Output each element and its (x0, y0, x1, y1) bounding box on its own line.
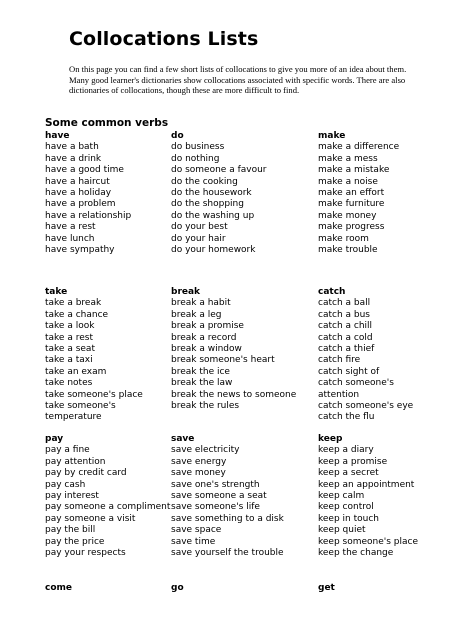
collocation-item: do your hair (171, 233, 226, 244)
collocation-item: do the cooking (171, 176, 238, 187)
collocation-item: make a mess (318, 153, 378, 164)
collocation-item: catch the flu (318, 412, 375, 423)
verb-heading: have (45, 131, 70, 141)
collocation-item: pay the bill (45, 525, 96, 536)
collocation-item: pay a fine (45, 445, 90, 456)
verb-heading: do (171, 131, 184, 141)
verb-group-pay (45, 434, 190, 559)
collocation-item: do nothing (171, 153, 220, 164)
collocation-item: take someone's (45, 401, 116, 412)
collocation-item: break a window (171, 344, 242, 355)
collocation-item: keep calm (318, 491, 365, 502)
collocation-item: have a rest (45, 222, 96, 233)
collocation-item: have a good time (45, 165, 124, 176)
collocation-item: pay someone a visit (45, 513, 136, 524)
collocation-item: do the shopping (171, 199, 244, 210)
collocation-item: catch a bus (318, 309, 370, 320)
verb-heading: break (171, 287, 201, 297)
collocation-item: save yourself the trouble (171, 548, 284, 559)
verb-group-catch (318, 287, 463, 424)
collocation-item: break the ice (171, 366, 230, 377)
collocation-item: have a haircut (45, 176, 110, 187)
collocation-item: catch fire (318, 355, 361, 366)
collocation-item: make progress (318, 222, 385, 233)
collocation-item: break a habit (171, 298, 231, 309)
collocation-item: temperature (45, 412, 102, 423)
collocation-item: have a problem (45, 199, 116, 210)
verb-group-do (171, 131, 316, 256)
collocation-item: make money (318, 210, 377, 221)
collocation-item: save energy (171, 456, 227, 467)
collocation-item: have a drink (45, 153, 102, 164)
collocation-item: have sympathy (45, 245, 115, 256)
verb-heading: save (171, 434, 195, 444)
collocation-item: pay someone a compliment (45, 502, 171, 513)
collocation-item: have a holiday (45, 188, 112, 199)
collocation-item: catch a chill (318, 321, 373, 332)
collocation-item: take a taxi (45, 355, 93, 366)
collocation-item: break the news to someone (171, 389, 297, 400)
collocation-item: save time (171, 536, 216, 547)
collocation-item: make a mistake (318, 165, 390, 176)
collocation-item: take an exam (45, 366, 107, 377)
collocation-list (171, 142, 316, 256)
verb-group-get (318, 583, 463, 594)
collocation-item: do someone a favour (171, 165, 267, 176)
collocation-item: do the washing up (171, 210, 255, 221)
collocation-item: catch sight of (318, 366, 380, 377)
collocation-item: make room (318, 233, 369, 244)
collocation-item: catch a thief (318, 344, 375, 355)
collocation-item: do business (171, 142, 225, 153)
collocation-item: do your best (171, 222, 228, 233)
verb-heading: get (318, 583, 335, 593)
collocation-list (45, 142, 190, 256)
collocation-item: take notes (45, 378, 93, 389)
section-heading: Some common verbs (45, 117, 169, 129)
intro-paragraph: On this page you can find a few short lists of collocations to give you more of an idea about them. Many good learner's dictionaries show collocations associated with specific words. There are also dictionaries of collocations, though these are more difficult to find. (69, 64, 407, 95)
page-title: Collocations Lists (69, 28, 259, 50)
collocation-list (171, 445, 316, 559)
collocation-item: keep an appointment (318, 479, 415, 490)
collocation-item: have a bath (45, 142, 99, 153)
verb-heading: come (45, 583, 72, 593)
collocation-item: break someone's heart (171, 355, 275, 366)
collocation-item: have a relationship (45, 210, 132, 221)
verb-group-have (45, 131, 190, 256)
collocation-item: pay by credit card (45, 468, 127, 479)
verb-group-go (171, 583, 316, 594)
collocation-item: keep a promise (318, 456, 388, 467)
collocation-item: save someone a seat (171, 491, 267, 502)
collocation-item: save space (171, 525, 222, 536)
collocation-list (318, 445, 463, 559)
collocation-item: keep someone's place (318, 536, 419, 547)
collocation-item: break the law (171, 378, 233, 389)
collocation-item: take a seat (45, 344, 95, 355)
verb-heading: make (318, 131, 346, 141)
collocation-item: pay interest (45, 491, 99, 502)
collocation-item: catch someone's eye (318, 401, 414, 412)
verb-heading: take (45, 287, 68, 297)
collocation-item: take a rest (45, 332, 93, 343)
collocation-item: pay the price (45, 536, 105, 547)
verb-group-make (318, 131, 463, 256)
collocation-list (45, 445, 190, 559)
collocation-item: save something to a disk (171, 513, 284, 524)
collocation-item: have lunch (45, 233, 95, 244)
collocation-item: break the rules (171, 401, 240, 412)
collocation-item: catch a ball (318, 298, 371, 309)
collocation-item: make a noise (318, 176, 378, 187)
collocation-item: break a promise (171, 321, 244, 332)
collocation-item: keep a diary (318, 445, 374, 456)
collocation-item: take a chance (45, 309, 109, 320)
verb-group-come (45, 583, 190, 594)
collocation-item: pay cash (45, 479, 86, 490)
collocation-item: pay your respects (45, 548, 126, 559)
collocation-item: keep a secret (318, 468, 379, 479)
collocation-item: save someone's life (171, 502, 260, 513)
collocation-item: keep control (318, 502, 374, 513)
collocation-item: keep quiet (318, 525, 366, 536)
collocation-item: break a record (171, 332, 237, 343)
verb-heading: catch (318, 287, 346, 297)
collocation-item: catch someone's (318, 378, 394, 389)
collocation-list (318, 298, 463, 423)
collocation-item: pay attention (45, 456, 106, 467)
collocation-list (318, 142, 463, 256)
collocation-item: make trouble (318, 245, 378, 256)
collocation-list (171, 298, 316, 412)
collocation-item: keep in touch (318, 513, 379, 524)
collocation-item: save electricity (171, 445, 240, 456)
collocation-item: take a look (45, 321, 95, 332)
verb-group-keep (318, 434, 463, 559)
verb-group-save (171, 434, 316, 559)
collocation-item: catch a cold (318, 332, 373, 343)
collocation-item: save money (171, 468, 226, 479)
collocation-item: make a difference (318, 142, 400, 153)
collocation-item: break a leg (171, 309, 222, 320)
collocation-item: do your homework (171, 245, 256, 256)
verb-heading: keep (318, 434, 343, 444)
verb-group-take (45, 287, 190, 424)
collocation-item: make furniture (318, 199, 385, 210)
collocation-item: take someone's place (45, 389, 143, 400)
verb-group-break (171, 287, 316, 412)
collocation-item: keep the change (318, 548, 394, 559)
collocation-list (45, 298, 190, 423)
verb-heading: go (171, 583, 184, 593)
verb-heading: pay (45, 434, 64, 444)
collocation-item: do the housework (171, 188, 252, 199)
collocation-item: attention (318, 389, 360, 400)
collocation-item: make an effort (318, 188, 385, 199)
collocation-item: save one's strength (171, 479, 260, 490)
collocation-item: take a break (45, 298, 102, 309)
